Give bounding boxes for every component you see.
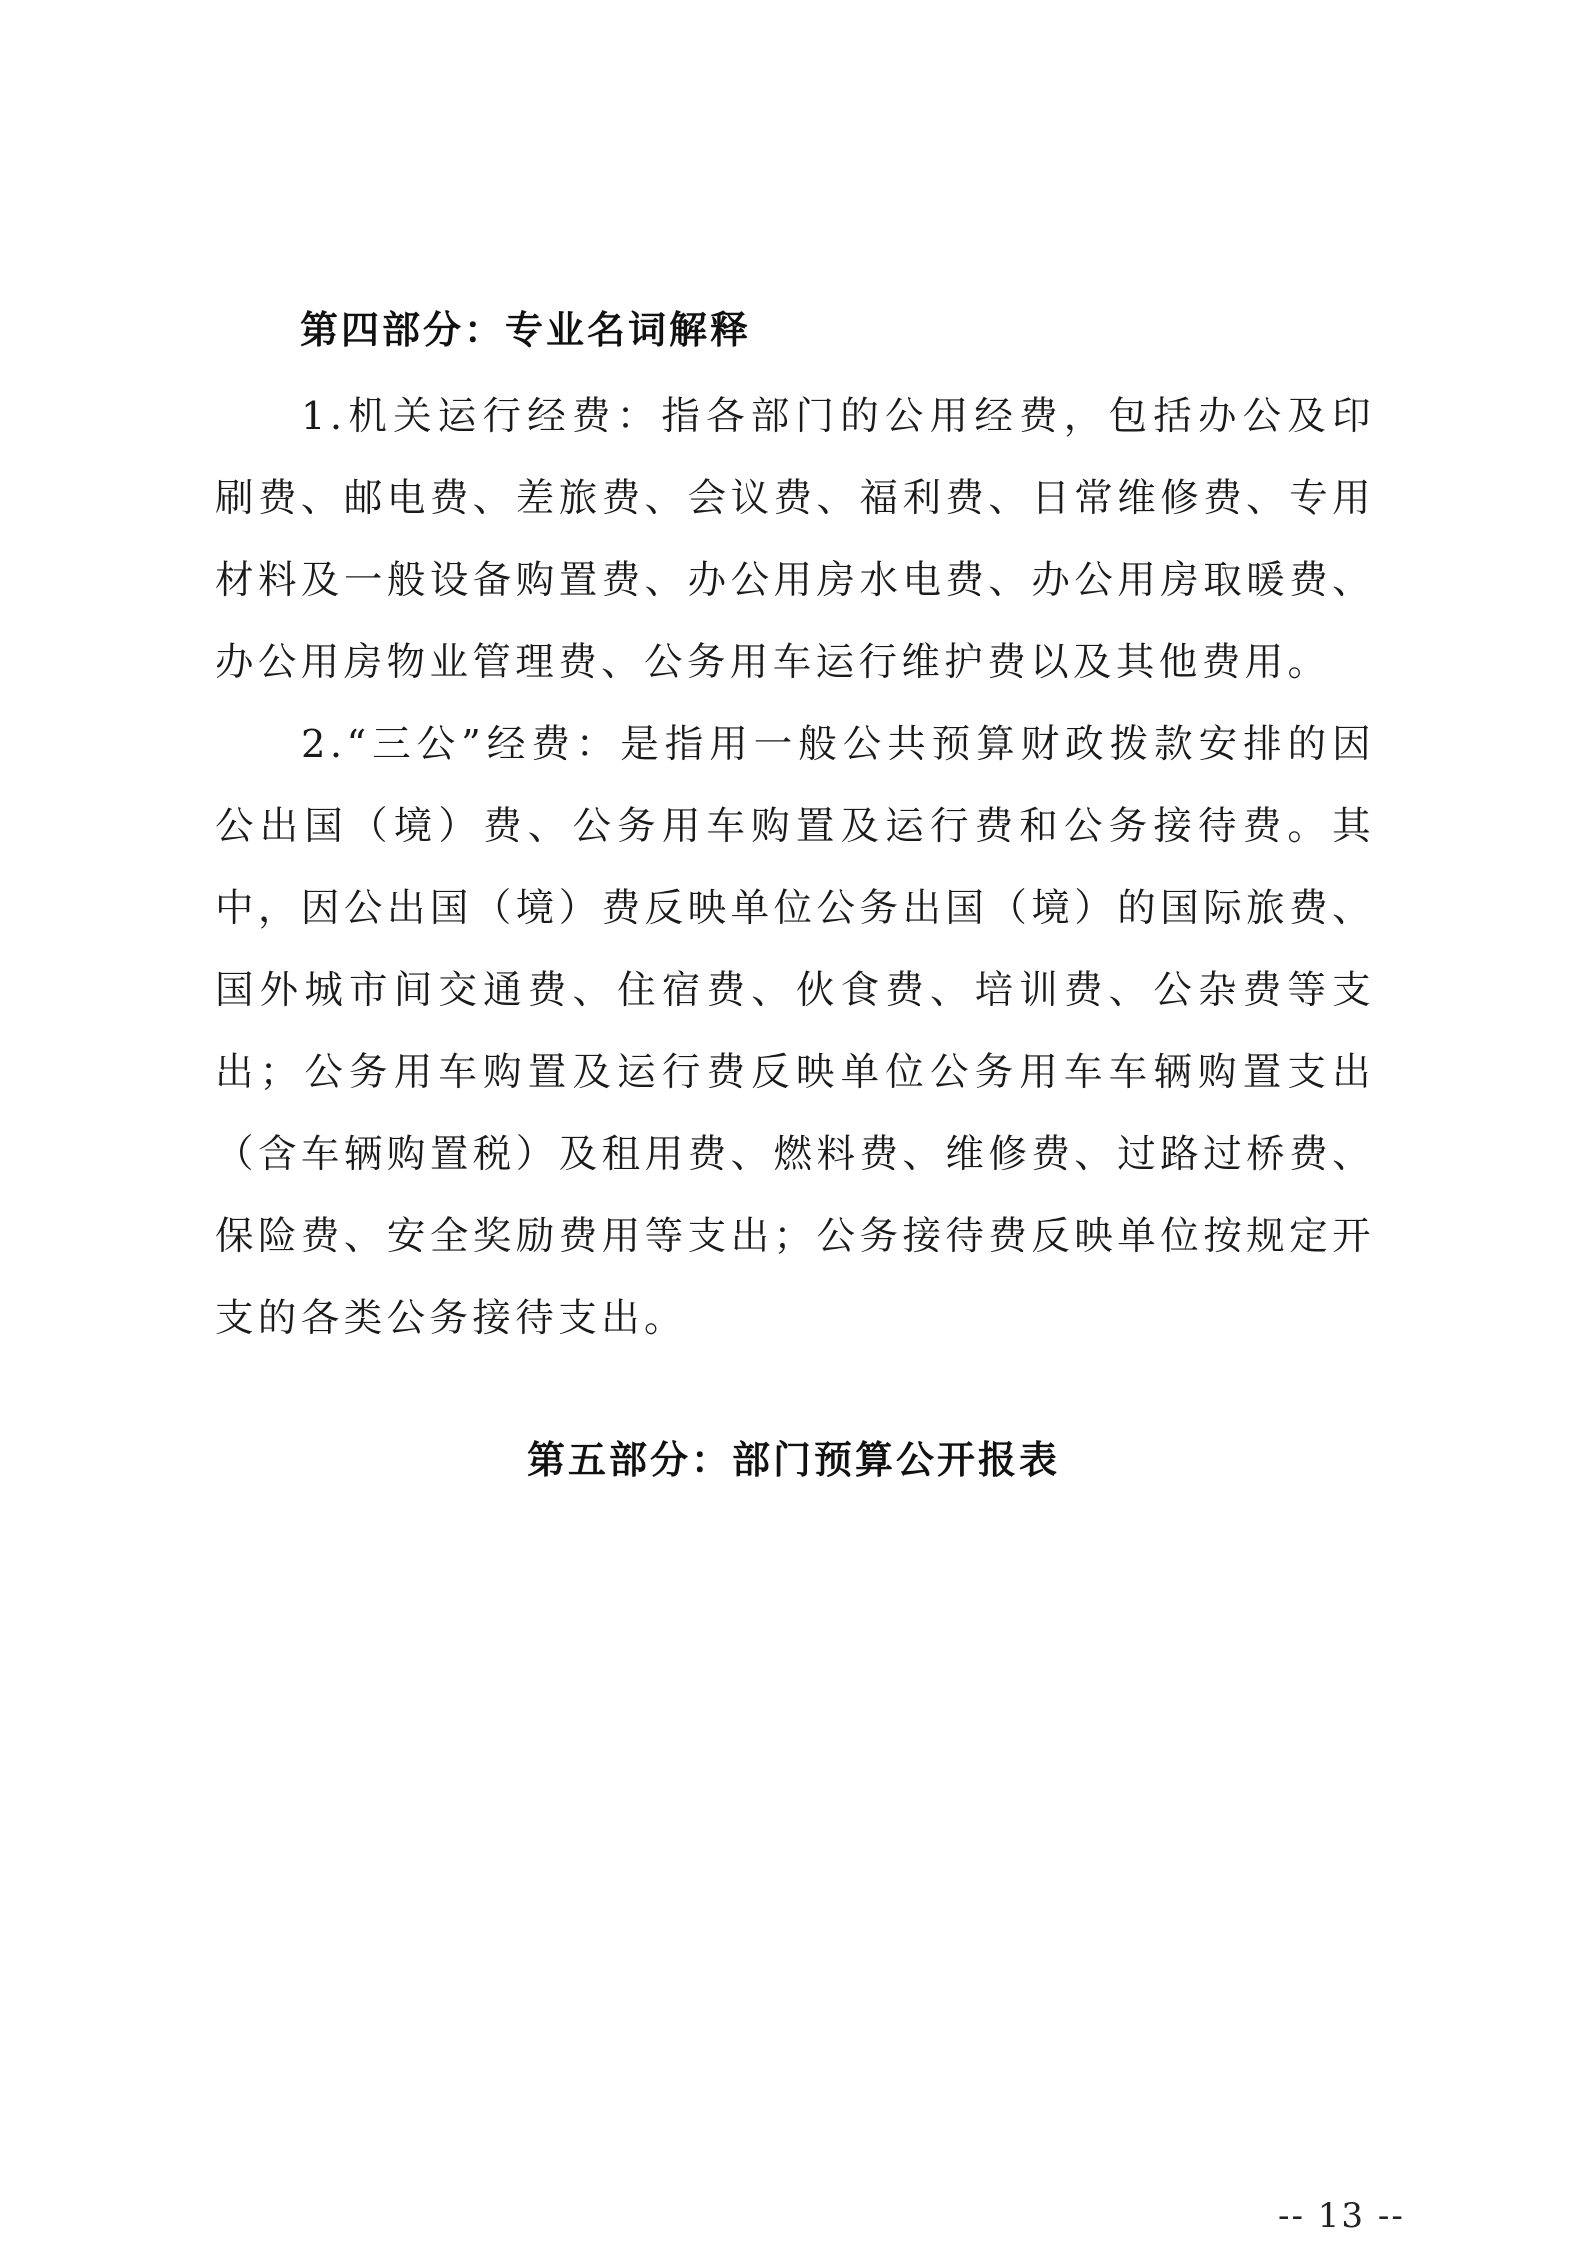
section-5-heading: 第五部分：部门预算公开报表 bbox=[526, 1438, 1060, 1482]
page-number: -- 13 -- bbox=[1278, 2196, 1405, 2236]
paragraph-operating-expenses: 1.机关运行经费：指各部门的公用经费，包括办公及印刷费、邮电费、差旅费、会议费、福利费、日常维修费、专用材料及一般设备购置费、办公用房水电费、办公用房取暖费、办公用房物业管理费、公务用车运行维护费以及其他费用。 bbox=[215, 394, 1375, 685]
section-4-heading: 第四部分：专业名词解释 bbox=[300, 308, 752, 352]
paragraph-three-public-expenses: 2.“三公”经费：是指用一般公共预算财政拨款安排的因公出国（境）费、公务用车购置及运行费和公务接待费。其中，因公出国（境）费反映单位公务出国（境）的国际旅费、国外城市间交通费、住宿费、伙食费、培训费、公杂费等支出；公务用车购置及运行费反映单位公务用车车辆购置支出（含车辆购置税）及租用费、燃料费、维修费、过路过桥费、保险费、安全奖励费用等支出；公务接待费反映单位按规定开支的各类公务接待支出。 bbox=[215, 722, 1375, 1341]
